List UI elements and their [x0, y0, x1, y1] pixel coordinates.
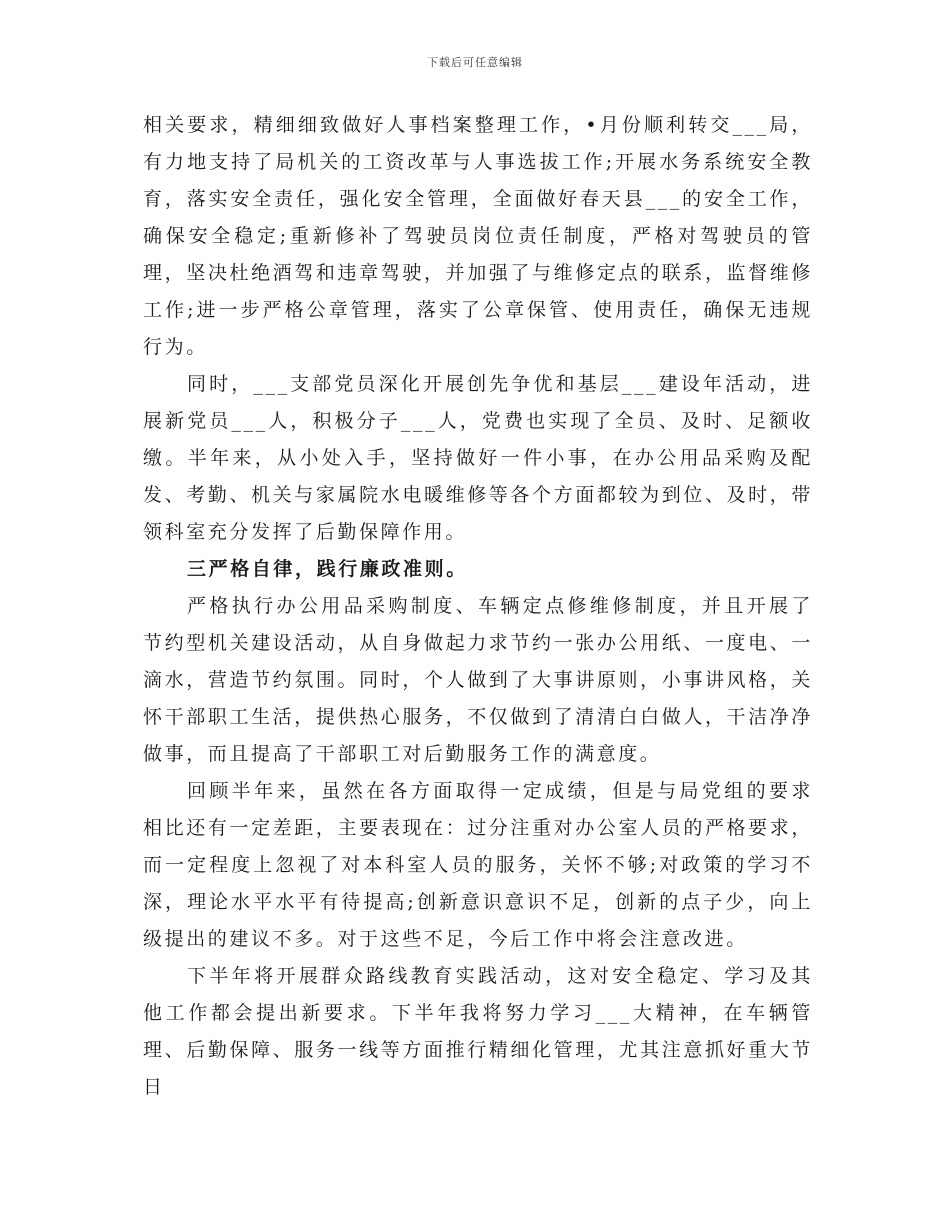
paragraph-4: 回顾半年来，虽然在各方面取得一定成绩，但是与局党组的要求相比还有一定差距，主要表现在：过分注重对办公室人员的严格要求，而一定程度上忽视了对本科室人员的服务，关怀不够;对政策的学习不深，理论水平水平有待提高;创新意识意识不足，创新的点子少，向上级提出的建议不多。对于这些不足，今后工作中将会注意改进。 [143, 780, 813, 950]
paragraph-5: 下半年将开展群众路线教育实践活动，这对安全稳定、学习及其他工作都会提出新要求。下半年我将努力学习___大精神，在车辆管理、后勤保障、服务一线等方面推行精细化管理，尤其注意抓好重大节日 [143, 965, 813, 1098]
page-header: 下载后可任意编辑 [427, 56, 523, 69]
document-body [143, 107, 813, 1106]
paragraph-1: 相关要求，精细细致做好人事档案整理工作，•月份顺利转交___局，有力地支持了局机关的工资改革与人事选拔工作;开展水务系统安全教育，落实安全责任，强化安全管理，全面做好春天县___的安全工作，确保安全稳定;重新修补了驾驶员岗位责任制度，严格对驾驶员的管理，坚决杜绝酒驾和违章驾驶，并加强了与维修定点的联系，监督维修工作;进一步严格公章管理，落实了公章保管、使用责任，确保无违规行为。 [143, 114, 813, 358]
paragraph-2: 同时，___支部党员深化开展创先争优和基层___建设年活动，进展新党员___人，积极分子___人，党费也实现了全员、及时、足额收缴。半年来，从小处入手，坚持做好一件小事，在办公用品采购及配发、考勤、机关与家属院水电暖维修等各个方面都较为到位、及时，带领科室充分发挥了后勤保障作用。 [143, 373, 813, 543]
section-heading: 三严格自律，践行廉政准则。 [187, 558, 468, 580]
paragraph-3: 严格执行办公用品采购制度、车辆定点修维修制度，并且开展了节约型机关建设活动，从自身做起力求节约一张办公用纸、一度电、一滴水，营造节约氛围。同时，个人做到了大事讲原则，小事讲风格，关怀干部职工生活，提供热心服务，不仅做到了清清白白做人，干洁净净做事，而且提高了干部职工对后勤服务工作的满意度。 [143, 595, 813, 765]
